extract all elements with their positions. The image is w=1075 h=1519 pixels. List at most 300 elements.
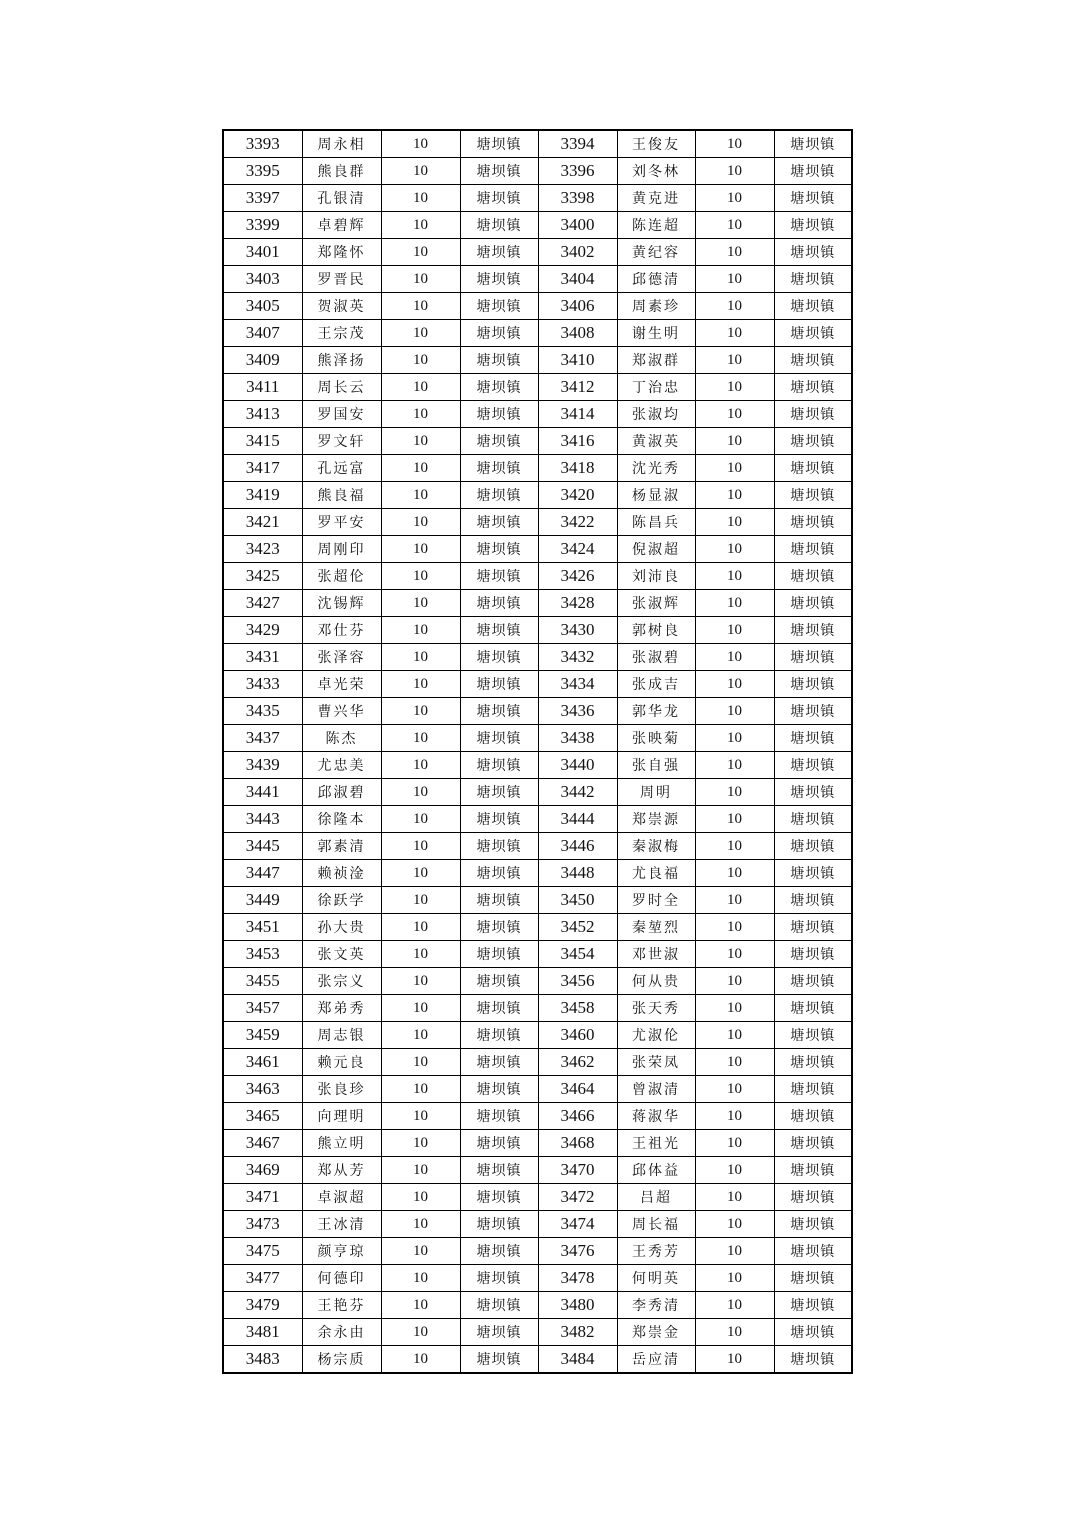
- town-name-cell: 塘坝镇: [460, 1184, 538, 1211]
- amount-cell: 10: [381, 509, 460, 536]
- record-number-cell: 3414: [538, 401, 617, 428]
- amount-cell: 10: [381, 1103, 460, 1130]
- town-name-cell: 塘坝镇: [460, 185, 538, 212]
- amount-cell: 10: [381, 266, 460, 293]
- record-number-cell: 3455: [223, 968, 302, 995]
- town-name-cell: 塘坝镇: [460, 536, 538, 563]
- town-name-cell: 塘坝镇: [774, 536, 852, 563]
- person-name-cell: 罗文轩: [302, 428, 381, 455]
- amount-cell: 10: [695, 590, 774, 617]
- amount-cell: 10: [381, 239, 460, 266]
- person-name-cell: 熊立明: [302, 1130, 381, 1157]
- amount-cell: 10: [381, 860, 460, 887]
- record-number-cell: 3478: [538, 1265, 617, 1292]
- record-number-cell: 3474: [538, 1211, 617, 1238]
- town-name-cell: 塘坝镇: [460, 1211, 538, 1238]
- town-name-cell: 塘坝镇: [774, 239, 852, 266]
- amount-cell: 10: [695, 698, 774, 725]
- table-row: [223, 536, 852, 563]
- person-name-cell: 向理明: [302, 1103, 381, 1130]
- person-name-cell: 徐隆本: [302, 806, 381, 833]
- amount-cell: 10: [695, 239, 774, 266]
- town-name-cell: 塘坝镇: [460, 1157, 538, 1184]
- amount-cell: 10: [695, 1103, 774, 1130]
- town-name-cell: 塘坝镇: [774, 860, 852, 887]
- amount-cell: 10: [381, 428, 460, 455]
- record-number-cell: 3454: [538, 941, 617, 968]
- town-name-cell: 塘坝镇: [774, 347, 852, 374]
- amount-cell: 10: [381, 995, 460, 1022]
- person-name-cell: 张自强: [617, 752, 695, 779]
- town-name-cell: 塘坝镇: [774, 401, 852, 428]
- amount-cell: 10: [695, 1238, 774, 1265]
- amount-cell: 10: [695, 968, 774, 995]
- record-number-cell: 3408: [538, 320, 617, 347]
- amount-cell: 10: [381, 320, 460, 347]
- amount-cell: 10: [381, 617, 460, 644]
- amount-cell: 10: [381, 752, 460, 779]
- amount-cell: 10: [695, 320, 774, 347]
- record-number-cell: 3400: [538, 212, 617, 239]
- person-name-cell: 陈连超: [617, 212, 695, 239]
- amount-cell: 10: [695, 1184, 774, 1211]
- person-name-cell: 周长福: [617, 1211, 695, 1238]
- table-row: [223, 428, 852, 455]
- town-name-cell: 塘坝镇: [774, 806, 852, 833]
- table-row: [223, 806, 852, 833]
- amount-cell: 10: [695, 293, 774, 320]
- record-number-cell: 3445: [223, 833, 302, 860]
- record-number-cell: 3458: [538, 995, 617, 1022]
- record-number-cell: 3461: [223, 1049, 302, 1076]
- person-name-cell: 杨宗质: [302, 1346, 381, 1374]
- town-name-cell: 塘坝镇: [460, 887, 538, 914]
- record-number-cell: 3457: [223, 995, 302, 1022]
- record-number-cell: 3439: [223, 752, 302, 779]
- record-number-cell: 3431: [223, 644, 302, 671]
- person-name-cell: 张天秀: [617, 995, 695, 1022]
- town-name-cell: 塘坝镇: [460, 914, 538, 941]
- record-number-cell: 3467: [223, 1130, 302, 1157]
- record-number-cell: 3423: [223, 536, 302, 563]
- town-name-cell: 塘坝镇: [460, 293, 538, 320]
- amount-cell: 10: [381, 1292, 460, 1319]
- amount-cell: 10: [695, 887, 774, 914]
- town-name-cell: 塘坝镇: [774, 482, 852, 509]
- amount-cell: 10: [381, 1265, 460, 1292]
- town-name-cell: 塘坝镇: [774, 779, 852, 806]
- person-name-cell: 张良珍: [302, 1076, 381, 1103]
- town-name-cell: 塘坝镇: [774, 212, 852, 239]
- town-name-cell: 塘坝镇: [774, 1265, 852, 1292]
- amount-cell: 10: [695, 130, 774, 158]
- amount-cell: 10: [381, 1130, 460, 1157]
- table-row: [223, 590, 852, 617]
- town-name-cell: 塘坝镇: [460, 158, 538, 185]
- record-number-cell: 3413: [223, 401, 302, 428]
- record-number-cell: 3399: [223, 212, 302, 239]
- town-name-cell: 塘坝镇: [774, 644, 852, 671]
- amount-cell: 10: [381, 1238, 460, 1265]
- town-name-cell: 塘坝镇: [774, 293, 852, 320]
- person-name-cell: 曾淑清: [617, 1076, 695, 1103]
- town-name-cell: 塘坝镇: [460, 1346, 538, 1374]
- amount-cell: 10: [695, 725, 774, 752]
- amount-cell: 10: [695, 185, 774, 212]
- person-name-cell: 孔远富: [302, 455, 381, 482]
- record-number-cell: 3480: [538, 1292, 617, 1319]
- town-name-cell: 塘坝镇: [460, 725, 538, 752]
- record-number-cell: 3449: [223, 887, 302, 914]
- town-name-cell: 塘坝镇: [460, 374, 538, 401]
- table-row: [223, 212, 852, 239]
- table-row: [223, 698, 852, 725]
- record-number-cell: 3453: [223, 941, 302, 968]
- record-number-cell: 3442: [538, 779, 617, 806]
- person-name-cell: 刘冬林: [617, 158, 695, 185]
- town-name-cell: 塘坝镇: [460, 428, 538, 455]
- amount-cell: 10: [381, 1319, 460, 1346]
- table-row: [223, 1238, 852, 1265]
- person-name-cell: 郑淑群: [617, 347, 695, 374]
- record-number-cell: 3471: [223, 1184, 302, 1211]
- person-name-cell: 陈昌兵: [617, 509, 695, 536]
- table-row: [223, 293, 852, 320]
- town-name-cell: 塘坝镇: [460, 1049, 538, 1076]
- town-name-cell: 塘坝镇: [460, 671, 538, 698]
- record-number-cell: 3398: [538, 185, 617, 212]
- amount-cell: 10: [381, 671, 460, 698]
- record-number-cell: 3434: [538, 671, 617, 698]
- record-number-cell: 3394: [538, 130, 617, 158]
- record-number-cell: 3469: [223, 1157, 302, 1184]
- town-name-cell: 塘坝镇: [460, 1022, 538, 1049]
- record-number-cell: 3417: [223, 455, 302, 482]
- amount-cell: 10: [381, 1076, 460, 1103]
- person-name-cell: 罗国安: [302, 401, 381, 428]
- town-name-cell: 塘坝镇: [774, 1049, 852, 1076]
- person-name-cell: 沈光秀: [617, 455, 695, 482]
- person-name-cell: 王祖光: [617, 1130, 695, 1157]
- person-name-cell: 郑隆怀: [302, 239, 381, 266]
- amount-cell: 10: [695, 1130, 774, 1157]
- person-name-cell: 尤忠美: [302, 752, 381, 779]
- person-name-cell: 熊泽扬: [302, 347, 381, 374]
- record-number-cell: 3465: [223, 1103, 302, 1130]
- town-name-cell: 塘坝镇: [774, 914, 852, 941]
- record-number-cell: 3397: [223, 185, 302, 212]
- record-number-cell: 3438: [538, 725, 617, 752]
- town-name-cell: 塘坝镇: [774, 1319, 852, 1346]
- record-number-cell: 3460: [538, 1022, 617, 1049]
- person-name-cell: 卓淑超: [302, 1184, 381, 1211]
- town-name-cell: 塘坝镇: [774, 185, 852, 212]
- person-name-cell: 王秀芳: [617, 1238, 695, 1265]
- record-number-cell: 3407: [223, 320, 302, 347]
- amount-cell: 10: [695, 779, 774, 806]
- record-number-cell: 3484: [538, 1346, 617, 1374]
- record-number-cell: 3432: [538, 644, 617, 671]
- person-name-cell: 王艳芬: [302, 1292, 381, 1319]
- town-name-cell: 塘坝镇: [460, 1238, 538, 1265]
- record-number-cell: 3401: [223, 239, 302, 266]
- record-number-cell: 3409: [223, 347, 302, 374]
- record-number-cell: 3473: [223, 1211, 302, 1238]
- person-name-cell: 赖祯淦: [302, 860, 381, 887]
- person-name-cell: 李秀清: [617, 1292, 695, 1319]
- table-row: [223, 320, 852, 347]
- person-name-cell: 郑崇金: [617, 1319, 695, 1346]
- town-name-cell: 塘坝镇: [774, 266, 852, 293]
- town-name-cell: 塘坝镇: [774, 1292, 852, 1319]
- amount-cell: 10: [695, 995, 774, 1022]
- table-row: [223, 1157, 852, 1184]
- table-row: [223, 671, 852, 698]
- record-number-cell: 3410: [538, 347, 617, 374]
- person-name-cell: 何明英: [617, 1265, 695, 1292]
- amount-cell: 10: [695, 914, 774, 941]
- amount-cell: 10: [695, 617, 774, 644]
- town-name-cell: 塘坝镇: [774, 1022, 852, 1049]
- town-name-cell: 塘坝镇: [460, 752, 538, 779]
- amount-cell: 10: [695, 833, 774, 860]
- record-number-cell: 3464: [538, 1076, 617, 1103]
- record-number-cell: 3405: [223, 293, 302, 320]
- person-name-cell: 邓仕芬: [302, 617, 381, 644]
- amount-cell: 10: [381, 644, 460, 671]
- amount-cell: 10: [695, 752, 774, 779]
- record-number-cell: 3447: [223, 860, 302, 887]
- town-name-cell: 塘坝镇: [774, 1184, 852, 1211]
- person-name-cell: 张宗义: [302, 968, 381, 995]
- town-name-cell: 塘坝镇: [774, 671, 852, 698]
- record-number-cell: 3446: [538, 833, 617, 860]
- person-name-cell: 陈杰: [302, 725, 381, 752]
- amount-cell: 10: [381, 401, 460, 428]
- roster-table: [222, 129, 853, 1374]
- person-name-cell: 邱淑碧: [302, 779, 381, 806]
- town-name-cell: 塘坝镇: [460, 968, 538, 995]
- town-name-cell: 塘坝镇: [774, 995, 852, 1022]
- person-name-cell: 丁治忠: [617, 374, 695, 401]
- town-name-cell: 塘坝镇: [774, 752, 852, 779]
- table-row: [223, 1346, 852, 1374]
- table-row: [223, 968, 852, 995]
- record-number-cell: 3437: [223, 725, 302, 752]
- record-number-cell: 3443: [223, 806, 302, 833]
- amount-cell: 10: [381, 158, 460, 185]
- amount-cell: 10: [381, 293, 460, 320]
- town-name-cell: 塘坝镇: [774, 833, 852, 860]
- amount-cell: 10: [695, 1076, 774, 1103]
- table-row: [223, 995, 852, 1022]
- record-number-cell: 3404: [538, 266, 617, 293]
- town-name-cell: 塘坝镇: [774, 941, 852, 968]
- town-name-cell: 塘坝镇: [774, 130, 852, 158]
- amount-cell: 10: [381, 455, 460, 482]
- table-row: [223, 1130, 852, 1157]
- amount-cell: 10: [695, 860, 774, 887]
- amount-cell: 10: [695, 1022, 774, 1049]
- record-number-cell: 3429: [223, 617, 302, 644]
- person-name-cell: 赖元良: [302, 1049, 381, 1076]
- person-name-cell: 尤淑伦: [617, 1022, 695, 1049]
- record-number-cell: 3426: [538, 563, 617, 590]
- town-name-cell: 塘坝镇: [774, 968, 852, 995]
- town-name-cell: 塘坝镇: [774, 590, 852, 617]
- record-number-cell: 3406: [538, 293, 617, 320]
- record-number-cell: 3452: [538, 914, 617, 941]
- town-name-cell: 塘坝镇: [774, 1157, 852, 1184]
- town-name-cell: 塘坝镇: [460, 482, 538, 509]
- table-row: [223, 509, 852, 536]
- person-name-cell: 曹兴华: [302, 698, 381, 725]
- person-name-cell: 周永相: [302, 130, 381, 158]
- person-name-cell: 秦堃烈: [617, 914, 695, 941]
- town-name-cell: 塘坝镇: [460, 1130, 538, 1157]
- town-name-cell: 塘坝镇: [460, 941, 538, 968]
- record-number-cell: 3476: [538, 1238, 617, 1265]
- table-row: [223, 725, 852, 752]
- record-number-cell: 3427: [223, 590, 302, 617]
- town-name-cell: 塘坝镇: [460, 779, 538, 806]
- amount-cell: 10: [695, 212, 774, 239]
- person-name-cell: 黄纪容: [617, 239, 695, 266]
- person-name-cell: 张淑辉: [617, 590, 695, 617]
- amount-cell: 10: [695, 1157, 774, 1184]
- amount-cell: 10: [695, 1265, 774, 1292]
- town-name-cell: 塘坝镇: [460, 1265, 538, 1292]
- table-row: [223, 752, 852, 779]
- person-name-cell: 邓世淑: [617, 941, 695, 968]
- town-name-cell: 塘坝镇: [460, 698, 538, 725]
- town-name-cell: 塘坝镇: [460, 1292, 538, 1319]
- person-name-cell: 贺淑英: [302, 293, 381, 320]
- person-name-cell: 周刚印: [302, 536, 381, 563]
- table-row: [223, 1211, 852, 1238]
- town-name-cell: 塘坝镇: [460, 1076, 538, 1103]
- person-name-cell: 张淑碧: [617, 644, 695, 671]
- person-name-cell: 郭素清: [302, 833, 381, 860]
- record-number-cell: 3463: [223, 1076, 302, 1103]
- person-name-cell: 余永由: [302, 1319, 381, 1346]
- record-number-cell: 3448: [538, 860, 617, 887]
- person-name-cell: 黄克进: [617, 185, 695, 212]
- record-number-cell: 3418: [538, 455, 617, 482]
- town-name-cell: 塘坝镇: [774, 1346, 852, 1374]
- amount-cell: 10: [381, 914, 460, 941]
- person-name-cell: 尤良福: [617, 860, 695, 887]
- amount-cell: 10: [695, 671, 774, 698]
- town-name-cell: 塘坝镇: [774, 563, 852, 590]
- record-number-cell: 3421: [223, 509, 302, 536]
- town-name-cell: 塘坝镇: [774, 1211, 852, 1238]
- person-name-cell: 孔银清: [302, 185, 381, 212]
- amount-cell: 10: [381, 1157, 460, 1184]
- person-name-cell: 罗平安: [302, 509, 381, 536]
- person-name-cell: 岳应清: [617, 1346, 695, 1374]
- person-name-cell: 郑崇源: [617, 806, 695, 833]
- amount-cell: 10: [695, 563, 774, 590]
- record-number-cell: 3441: [223, 779, 302, 806]
- amount-cell: 10: [381, 482, 460, 509]
- person-name-cell: 孙大贵: [302, 914, 381, 941]
- record-number-cell: 3483: [223, 1346, 302, 1374]
- town-name-cell: 塘坝镇: [774, 1076, 852, 1103]
- table-row: [223, 1103, 852, 1130]
- town-name-cell: 塘坝镇: [460, 455, 538, 482]
- town-name-cell: 塘坝镇: [460, 239, 538, 266]
- town-name-cell: 塘坝镇: [460, 806, 538, 833]
- town-name-cell: 塘坝镇: [460, 833, 538, 860]
- table-row: [223, 941, 852, 968]
- town-name-cell: 塘坝镇: [460, 130, 538, 158]
- amount-cell: 10: [695, 644, 774, 671]
- record-number-cell: 3416: [538, 428, 617, 455]
- table-row: [223, 482, 852, 509]
- amount-cell: 10: [695, 455, 774, 482]
- person-name-cell: 王宗茂: [302, 320, 381, 347]
- record-number-cell: 3481: [223, 1319, 302, 1346]
- person-name-cell: 熊良群: [302, 158, 381, 185]
- person-name-cell: 邱体益: [617, 1157, 695, 1184]
- record-number-cell: 3479: [223, 1292, 302, 1319]
- person-name-cell: 郭华龙: [617, 698, 695, 725]
- town-name-cell: 塘坝镇: [774, 1238, 852, 1265]
- person-name-cell: 颜亨琼: [302, 1238, 381, 1265]
- person-name-cell: 张成吉: [617, 671, 695, 698]
- town-name-cell: 塘坝镇: [460, 644, 538, 671]
- table-row: [223, 239, 852, 266]
- record-number-cell: 3424: [538, 536, 617, 563]
- table-row: [223, 130, 852, 158]
- person-name-cell: 何德印: [302, 1265, 381, 1292]
- town-name-cell: 塘坝镇: [774, 158, 852, 185]
- amount-cell: 10: [695, 1292, 774, 1319]
- town-name-cell: 塘坝镇: [460, 995, 538, 1022]
- person-name-cell: 罗晋民: [302, 266, 381, 293]
- amount-cell: 10: [381, 1049, 460, 1076]
- table-row: [223, 644, 852, 671]
- amount-cell: 10: [695, 806, 774, 833]
- town-name-cell: 塘坝镇: [460, 617, 538, 644]
- table-row: [223, 833, 852, 860]
- town-name-cell: 塘坝镇: [774, 1130, 852, 1157]
- town-name-cell: 塘坝镇: [774, 320, 852, 347]
- record-number-cell: 3440: [538, 752, 617, 779]
- table-row: [223, 1184, 852, 1211]
- person-name-cell: 沈锡辉: [302, 590, 381, 617]
- table-row: [223, 401, 852, 428]
- record-number-cell: 3420: [538, 482, 617, 509]
- table-row: [223, 185, 852, 212]
- table-row: [223, 158, 852, 185]
- amount-cell: 10: [381, 1346, 460, 1374]
- amount-cell: 10: [381, 968, 460, 995]
- table-row: [223, 1049, 852, 1076]
- amount-cell: 10: [695, 1211, 774, 1238]
- person-name-cell: 邱德清: [617, 266, 695, 293]
- amount-cell: 10: [381, 779, 460, 806]
- person-name-cell: 张淑均: [617, 401, 695, 428]
- table-row: [223, 617, 852, 644]
- town-name-cell: 塘坝镇: [774, 617, 852, 644]
- person-name-cell: 张映菊: [617, 725, 695, 752]
- town-name-cell: 塘坝镇: [774, 887, 852, 914]
- record-number-cell: 3462: [538, 1049, 617, 1076]
- town-name-cell: 塘坝镇: [774, 374, 852, 401]
- person-name-cell: 杨显淑: [617, 482, 695, 509]
